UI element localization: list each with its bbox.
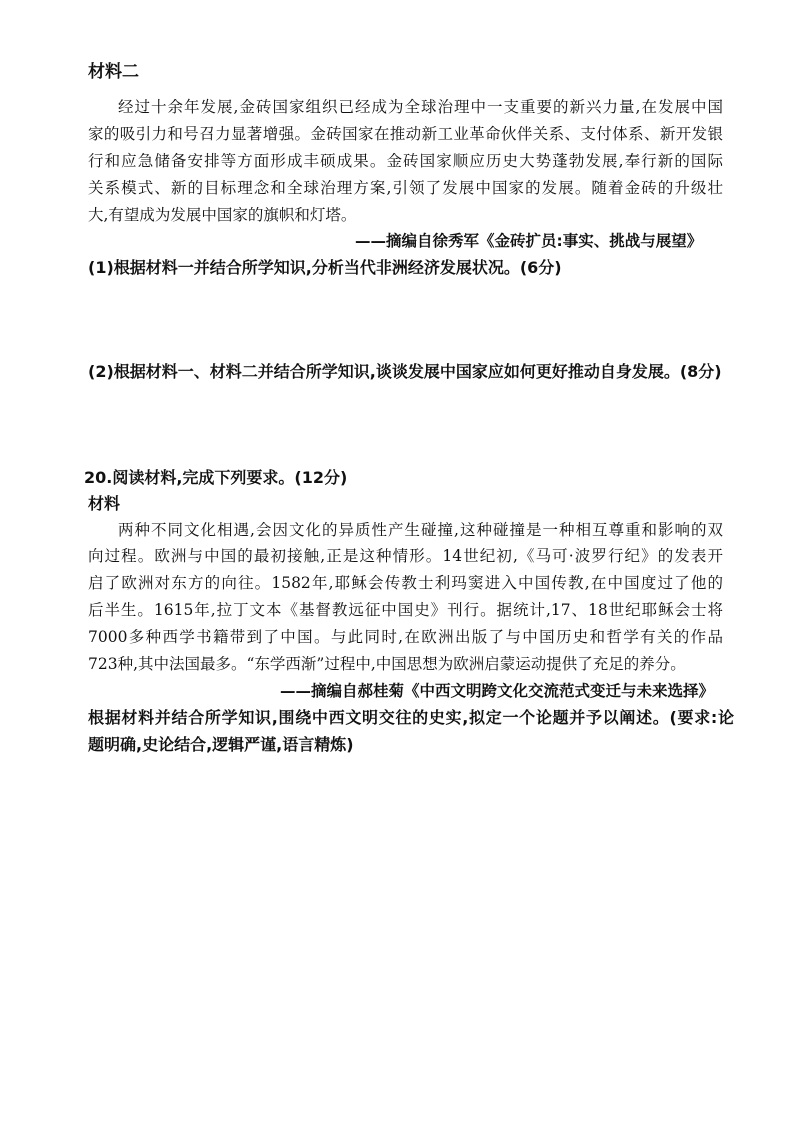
question-20-material-line: 两种不同文化相遇,会因文化的异质性产生碰撞,这种碰撞是一种相互尊重和影响的双 <box>118 521 723 539</box>
question-20-source: ——摘编自郝桂菊《中西文明跨文化交流范式变迁与未来选择》 <box>280 682 715 700</box>
question-20-prompt-line: 根据材料并结合所学知识,围绕中西文明交往的史实,拟定一个论题并予以阐述。(要求:论 <box>88 708 734 727</box>
material2-heading: 材料二 <box>88 62 139 82</box>
question-20-material-line: 后半生。1615年,拉丁文本《基督教远征中国史》刊行。据统计,17、18世纪耶稣会士将 <box>88 601 723 619</box>
question-19-1: (1)根据材料一并结合所学知识,分析当代非洲经济发展状况。(6分) <box>88 258 562 277</box>
question-20-material-line: 723种,其中法国最多。“东学西渐”过程中,中国思想为欧洲启蒙运动提供了充足的养分。 <box>88 655 686 673</box>
material2-line: 行和应急储备安排等方面形成丰硕成果。金砖国家顺应历史大势蓬勃发展,奉行新的国际 <box>88 152 723 170</box>
question-20-material-heading: 材料 <box>88 494 121 513</box>
question-20-prompt-line: 题明确,史论结合,逻辑严谨,语言精炼) <box>88 735 354 754</box>
question-20-material-line: 向过程。欧洲与中国的最初接触,正是这种情形。14世纪初,《马可·波罗行纪》的发表开 <box>88 547 723 565</box>
material2-line: 经过十余年发展,金砖国家组织已经成为全球治理中一支重要的新兴力量,在发展中国 <box>118 98 723 116</box>
material2-line: 家的吸引力和号召力显著增强。金砖国家在推动新工业革命伙伴关系、支付体系、新开发银 <box>88 125 723 143</box>
material2-line: 关系模式、新的目标理念和全球治理方案,引领了发展中国家的发展。随着金砖的升级壮 <box>88 179 723 197</box>
material2-source: ——摘编自徐秀军《金砖扩员:事实、挑战与展望》 <box>355 232 703 250</box>
question-20-material-line: 启了欧洲对东方的向往。1582年,耶稣会传教士利玛窦进入中国传教,在中国度过了他的 <box>88 574 723 592</box>
question-20-material-line: 7000多种西学书籍带到了中国。与此同时,在欧洲出版了与中国历史和哲学有关的作品 <box>88 628 723 646</box>
question-20-title: 20.阅读材料,完成下列要求。(12分) <box>84 468 348 487</box>
question-19-2: (2)根据材料一、材料二并结合所学知识,谈谈发展中国家应如何更好推动自身发展。(8分) <box>88 362 722 381</box>
material2-line: 大,有望成为发展中国家的旗帜和灯塔。 <box>88 206 357 224</box>
